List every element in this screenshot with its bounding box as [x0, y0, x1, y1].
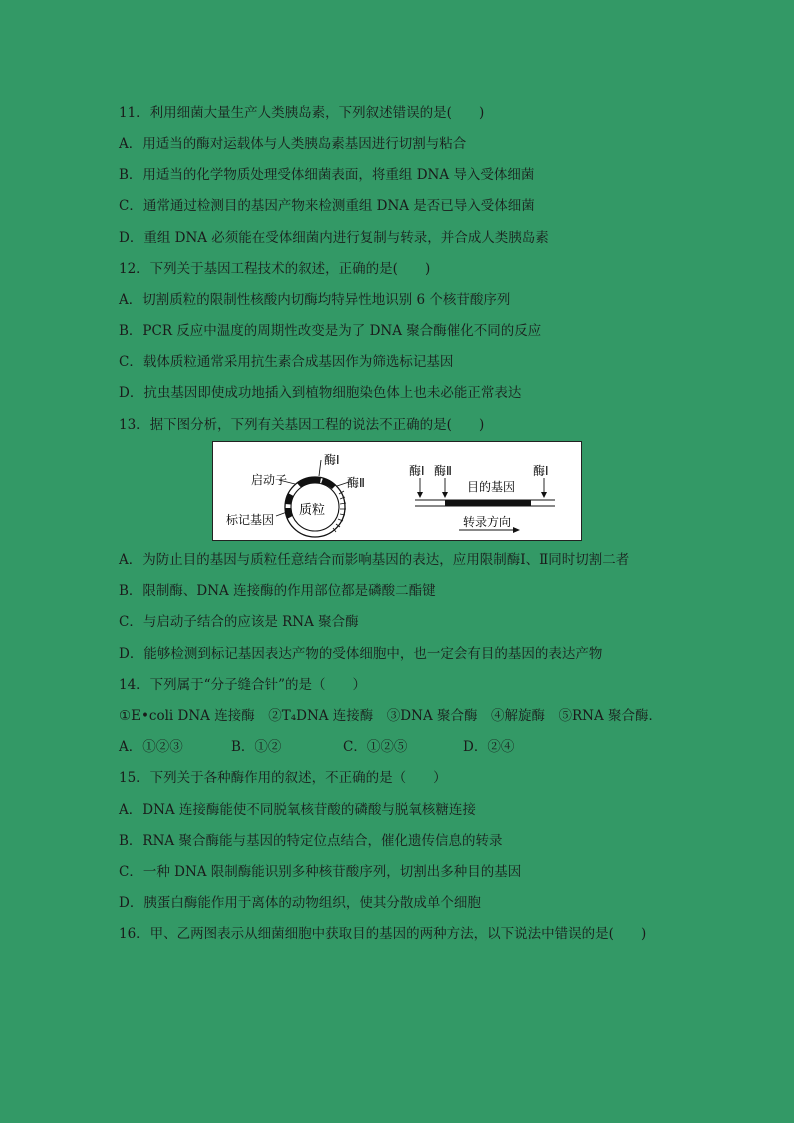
line-enzyme1-right-label: 酶Ⅰ [533, 464, 549, 478]
q16-stem: 16．甲、乙两图表示从细菌细胞中获取目的基因的两种方法，以下说法中错误的是( ) [119, 926, 647, 942]
plasmid-figure [212, 441, 582, 541]
q14-option-a: A．①②③ [119, 739, 183, 755]
q12-option-d: D．抗虫基因即使成功地插入到植物细胞染色体上也未必能正常表达 [119, 385, 522, 401]
q11-option-b: B．用适当的化学物质处理受体细菌表面，将重组 DNA 导入受体细菌 [119, 167, 535, 183]
q12-option-a: A．切割质粒的限制性核酸内切酶均特异性地识别 6 个核苷酸序列 [119, 292, 511, 308]
q13-option-d: D．能够检测到标记基因表达产物的受体细胞中，也一定会有目的基因的表达产物 [119, 646, 603, 662]
q14-items: ①E•coli DNA 连接酶 ②T₄DNA 连接酶 ③DNA 聚合酶 ④解旋酶 ⑤RNA 聚合酶． [119, 708, 662, 724]
q12-option-c: C．载体质粒通常采用抗生素合成基因作为筛选标记基因 [119, 354, 454, 370]
q14-option-b: B．①② [231, 739, 282, 755]
line-enzyme1-left-label: 酶Ⅰ [409, 464, 425, 478]
q15-option-d: D．胰蛋白酶能作用于离体的动物组织，使其分散成单个细胞 [119, 895, 481, 911]
line-enzyme2-label: 酶Ⅱ [434, 464, 452, 478]
plasmid-label: 质粒 [299, 503, 326, 518]
q15-option-c: C．一种 DNA 限制酶能识别多种核苷酸序列，切割出多种目的基因 [119, 864, 522, 880]
q11-option-a: A．用适当的酶对运载体与人类胰岛素基因进行切割与粘合 [119, 136, 467, 152]
target-gene-label: 目的基因 [467, 480, 516, 494]
q12-stem: 12．下列关于基因工程技术的叙述，正确的是( ) [119, 261, 431, 277]
q15-stem: 15．下列关于各种酶作用的叙述，不正确的是（ ） [119, 770, 447, 786]
q12-option-b: B．PCR 反应中温度的周期性改变是为了 DNA 聚合酶催化不同的反应 [119, 323, 542, 339]
q11-option-d: D．重组 DNA 必须能在受体细菌内进行复制与转录，并合成人类胰岛素 [119, 230, 549, 246]
q14-option-d: D．②④ [463, 739, 515, 755]
enzyme2-label: 酶Ⅱ [347, 476, 365, 490]
q13-option-a: A．为防止目的基因与质粒任意结合而影响基因的表达，应用限制酶Ⅰ、Ⅱ同时切割二者 [119, 552, 630, 568]
plasmid-diagram [213, 442, 581, 540]
q15-option-a: A．DNA 连接酶能使不同脱氧核苷酸的磷酸与脱氧核糖连接 [119, 802, 476, 818]
q14-stem: 14．下列属于“分子缝合针”的是（ ） [119, 677, 366, 693]
q13-option-c: C．与启动子结合的应该是 RNA 聚合酶 [119, 614, 359, 630]
promoter-label: 启动子 [251, 473, 288, 487]
transcription-direction-label: 转录方向 [463, 515, 512, 529]
q13-stem: 13．据下图分析，下列有关基因工程的说法不正确的是( ) [119, 417, 485, 433]
marker-gene-label: 标记基因 [226, 513, 275, 527]
q14-options [119, 738, 514, 756]
q11-option-c: C．通常通过检测目的基因产物来检测重组 DNA 是否已导入受体细菌 [119, 198, 535, 214]
enzyme1-label: 酶Ⅰ [324, 453, 340, 467]
q15-option-b: B．RNA 聚合酶能与基因的特定位点结合，催化遗传信息的转录 [119, 833, 503, 849]
q14-option-c: C．①②⑤ [343, 739, 408, 755]
q11-stem: 11．利用细菌大量生产人类胰岛素，下列叙述错误的是( ) [119, 105, 485, 121]
q13-option-b: B．限制酶、DNA 连接酶的作用部位都是磷酸二酯键 [119, 583, 436, 599]
